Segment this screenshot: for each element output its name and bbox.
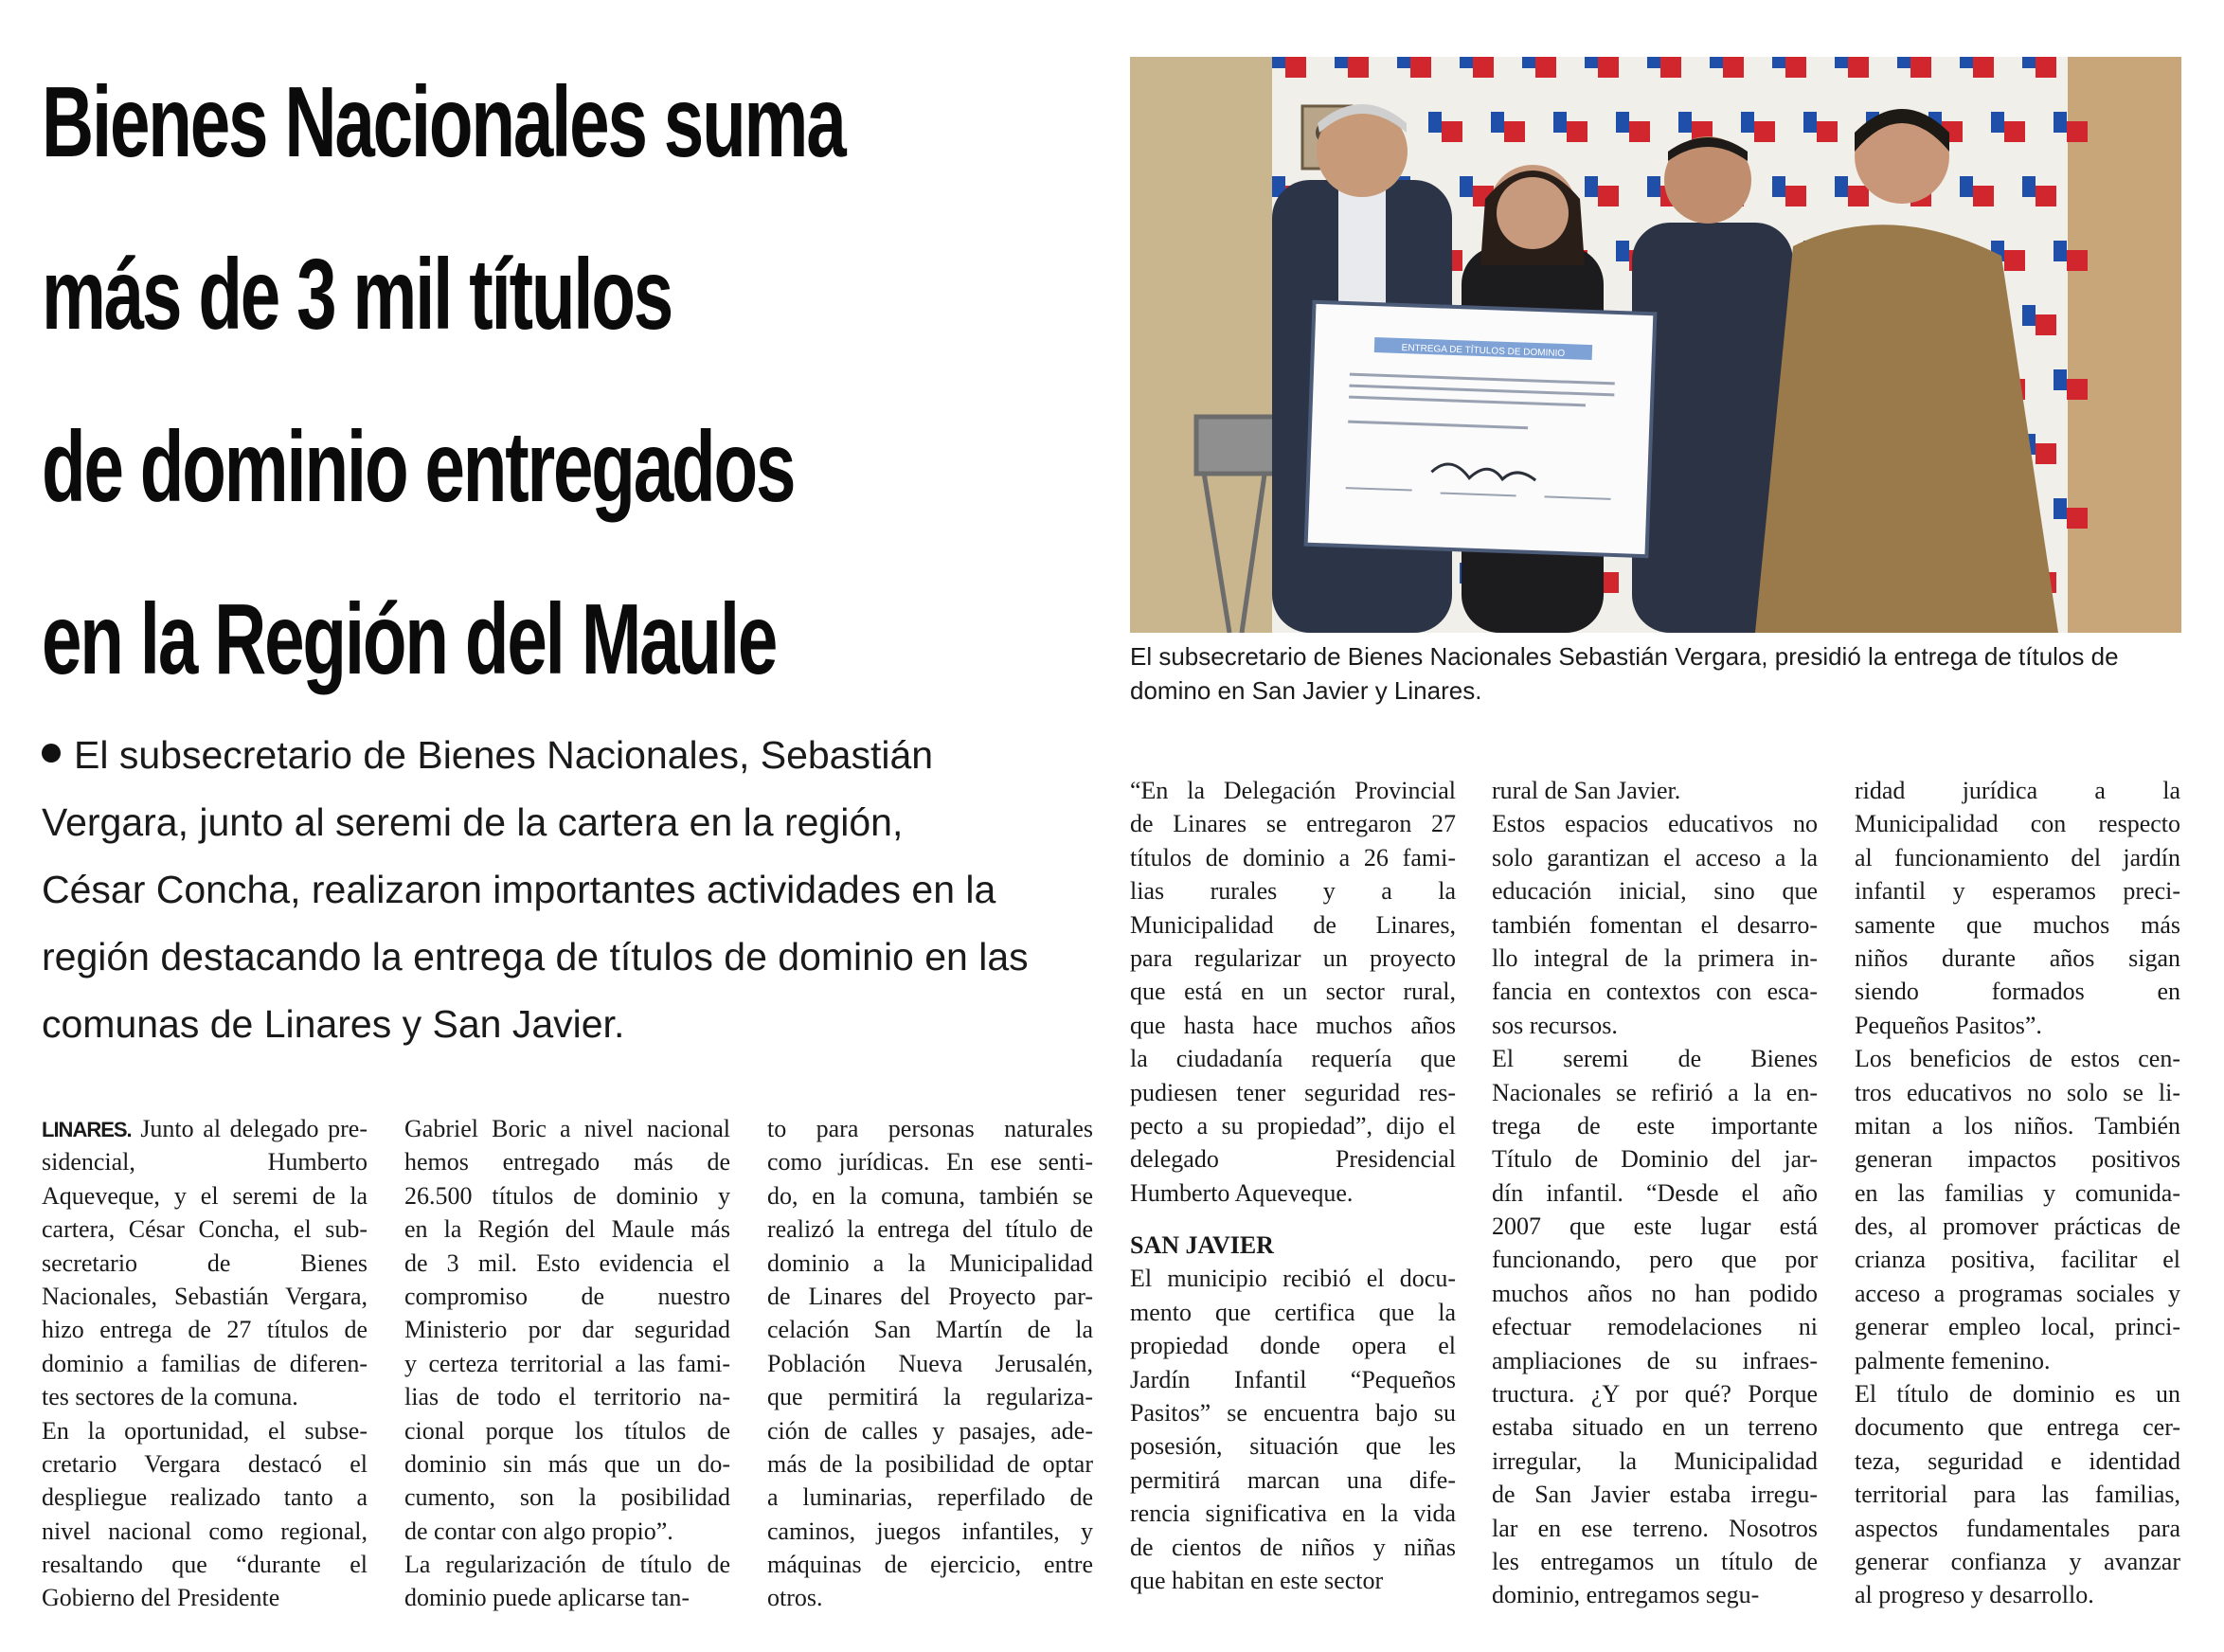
column-line: dominio a familias de diferen- [42,1349,368,1377]
column-line: de San Javier estaba irregu- [1492,1481,1818,1509]
headline-line: más de 3 mil títulos [42,239,673,350]
column-line: educación inicial, sino que [1492,877,1818,906]
column-line: Estos espacios educativos no [1492,810,1818,838]
column-line: mitan a los niños. También [1855,1111,2180,1140]
column-line: de cientos de niños y niñas [1130,1533,1456,1561]
column-line: documento que entrega cer- [1855,1413,2180,1442]
column-line: celación San Martín de la [767,1316,1093,1344]
column-line: 2007 que este lugar está [1492,1212,1818,1241]
flag-mark [2067,121,2088,142]
column-line: que está en un sector rural, [1130,978,1456,1006]
flag-mark [1817,121,1838,142]
article-photo [1130,57,2181,633]
column-line: como jurídicas. En ese senti- [767,1148,1093,1176]
column-line [42,1112,368,1145]
section-subhead: SAN JAVIER [1130,1231,1274,1260]
column-line: Nacionales se refirió a la en- [1492,1078,1818,1106]
column-line: a luminarias, reperfilado de [767,1483,1093,1512]
lead-paragraph [42,722,1103,1058]
column-line: de Linares del Proyecto par- [767,1282,1093,1310]
column-line: cartera, César Concha, el sub- [42,1215,368,1244]
certificate [1306,302,1656,556]
column-line: al funcionamiento del jardín [1855,843,2180,871]
column-line: compromiso de nuestro [404,1282,730,1310]
flag-mark [2036,57,2056,78]
column-spacer [1130,1210,1456,1229]
column-line: cumento, son la posibilidad [404,1483,730,1512]
flag-mark [1785,186,1806,206]
flag-mark [1335,57,1348,68]
flag-mark [2067,379,2088,400]
article-column-3 [767,1112,1093,1615]
column-line: Población Nueva Jerusalén, [767,1349,1093,1377]
column-line: al progreso y desarrollo. [1855,1581,2094,1609]
column-line: dominio sin más que un do- [404,1449,730,1478]
flag-mark [1960,57,1973,68]
flag-mark [1535,57,1556,78]
flag-mark [2067,508,2088,529]
column-line: otros. [767,1584,823,1612]
column-line: La regularización de título de [404,1551,730,1579]
column-line: lias rurales y a la [1130,877,1456,906]
column-line: mento que certifica que la [1130,1298,1456,1326]
column-line: 26.500 títulos de dominio y [404,1181,730,1210]
column-line: resaltando que “durante el [42,1551,368,1579]
flag-mark [1848,57,1869,78]
column-line: acceso a programas sociales y [1855,1279,2180,1307]
column-line: palmente femenino. [1855,1346,2051,1374]
column-line: estaba situado en un terreno [1492,1413,1818,1442]
column-line: máquinas de ejercicio, entre [767,1551,1093,1579]
flag-mark [1803,112,1817,133]
photo-illustration [1130,57,2181,633]
column-line: solo garantizan el acceso a la [1492,843,1818,871]
column-line: sos recursos. [1492,1011,1618,1039]
column-line: trega de este importante [1492,1111,1818,1140]
flag-mark [1973,57,1994,78]
column-line: de 3 mil. Esto evidencia el [404,1248,730,1277]
column-line: hizo entrega de 27 títulos de [42,1316,368,1344]
column-line: la ciudadanía requería que [1130,1045,1456,1073]
flag-mark [2004,250,2025,271]
column-line: tros educativos no solo se li- [1855,1078,2180,1106]
column-line: aspectos fundamentales para [1855,1514,2180,1542]
column-line: que permitirá la regulariza- [767,1383,1093,1411]
flag-mark [1723,57,1744,78]
flag-mark [1473,57,1494,78]
column-line: para regularizar un proyecto [1130,943,1456,972]
lead-line [42,722,1103,789]
flag-mark [1960,176,1973,197]
flag-mark [1897,57,1910,68]
column-line: propiedad donde opera el [1130,1332,1456,1360]
column-line: cretario Vergara destacó el [42,1449,368,1478]
column-line: El municipio recibió el docu- [1130,1265,1456,1293]
flag-mark [1460,57,1473,68]
flag-mark [1585,176,1598,197]
column-line: “En la Delegación Provincial [1130,777,1456,804]
flag-mark [2054,498,2067,519]
lead-line: César Concha, realizaron importantes actividades en la [42,868,996,911]
headline-line: de dominio entregados [42,411,795,523]
flag-mark [1772,176,1785,197]
column-line: dominio, entregamos segu- [1492,1581,1760,1609]
bullet-icon [42,744,61,763]
column-line: Pasitos” se encuentra bajo su [1130,1399,1456,1428]
column-line: hemos entregado más de [404,1148,730,1176]
article-column-5 [1492,774,1818,1612]
column-line: dín infantil. “Desde el año [1492,1178,1818,1207]
column-line: realizó la entrega del título de [767,1215,1093,1244]
column-line: El título de dominio es un [1855,1380,2180,1409]
lead-line: Vergara, junto al seremi de la cartera en la región, [42,800,904,844]
location-kicker: LINARES. [42,1118,132,1141]
column-line: muchos años no han podido [1492,1279,1818,1307]
column-line: en la Región del Maule más [404,1215,730,1244]
flag-mark [1504,121,1525,142]
flag-mark [2022,305,2036,326]
column-line: secretario de Bienes [42,1248,368,1277]
column-line: tructura. ¿Y por qué? Porque [1492,1380,1818,1409]
column-line: llo integral de la primera in- [1492,943,1818,972]
flag-mark [2036,186,2056,206]
article-column-6 [1855,774,2180,1612]
column-line: teza, seguridad e identidad [1855,1446,2180,1475]
column-line: pudiesen tener seguridad res- [1130,1078,1456,1106]
column-line: Humberto Aqueveque. [1130,1178,1354,1207]
column-line: des, al promover prácticas de [1855,1212,2180,1241]
column-line: crianza positiva, facilitar el [1855,1246,2180,1274]
flag-mark [1848,186,1869,206]
flag-mark [2004,121,2025,142]
column-line: de contar con algo propio”. [404,1517,673,1545]
flag-mark [1491,112,1504,133]
lead-text: El subsecretario de Bienes Nacionales, Sebastián [74,733,934,777]
column-line: lias de todo el territorio na- [404,1383,730,1411]
headline-line: en la Región del Maule [42,584,777,695]
column-line: despliegue realizado tanto a [42,1483,368,1512]
column-line: efectuar remodelaciones ni [1492,1313,1818,1341]
lead-line: región destacando la entrega de títulos de dominio en las [42,935,1029,979]
flag-mark [1598,57,1619,78]
column-line: que hasta hace muchos años [1130,1011,1456,1039]
column-line: generar confianza y avanzar [1855,1547,2180,1575]
certificate-title: ENTREGA DE TÍTULOS DE DOMINIO [1401,343,1566,360]
column-line: Título de Dominio del jar- [1492,1145,1818,1174]
article-column-1 [42,1112,368,1615]
column-line: cional porque los títulos de [404,1416,730,1445]
column-line: Nacionales, Sebastián Vergara, [42,1282,368,1310]
flag-mark [1567,121,1587,142]
column-line: Gobierno del Presidente [42,1584,280,1612]
flag-mark [1442,121,1462,142]
column-line: títulos de dominio a 26 fami- [1130,843,1456,871]
flag-mark [1991,112,2004,133]
flag-mark [1754,121,1775,142]
column-line: tes sectores de la comuna. [42,1383,298,1411]
column-line: ción de calles y pasajes, ade- [767,1416,1093,1445]
column-line: samente que muchos más [1855,910,2180,939]
flag-mark [1598,186,1619,206]
flag-mark [1397,57,1410,68]
flag-mark [2022,176,2036,197]
column-line: también fomentan el desarro- [1492,910,1818,939]
flag-mark [1410,57,1431,78]
column-line: en las familias y comunida- [1855,1178,2180,1207]
flag-mark [1428,112,1442,133]
column-line: fancia en contextos con esca- [1492,978,1818,1006]
flag-mark [1710,57,1723,68]
column-line: Municipalidad con respecto [1855,810,2180,838]
article-column-2 [404,1112,730,1615]
flag-mark [1460,176,1473,197]
column-line: generan impactos positivos [1855,1145,2180,1174]
flag-mark [1910,57,1931,78]
column-line: irregular, la Municipalidad [1492,1446,1818,1475]
column-line: ampliaciones de su infraes- [1492,1346,1818,1374]
flag-mark [1647,57,1660,68]
column-line: que habitan en este sector [1130,1566,1384,1594]
column-line: sidencial, Humberto [42,1148,368,1176]
column-line: dominio puede aplicarse tan- [404,1584,691,1612]
flag-mark [1348,57,1369,78]
column-line: rural de San Javier. [1492,777,1681,804]
column-line: siendo formados en [1855,978,2180,1006]
flag-mark [1522,57,1535,68]
column-line: posesión, situación que les [1130,1432,1456,1461]
flag-mark [1772,57,1785,68]
column-line: y certeza territorial a las fami- [404,1349,730,1377]
column-line: territorial para las familias, [1855,1481,2180,1509]
column-line: lar en ese terreno. Nosotros [1492,1514,1818,1542]
column-line: do, en la comuna, también se [767,1181,1093,1210]
flag-mark [1678,112,1692,133]
flag-mark [1835,176,1848,197]
column-line: más de la posibilidad de optar [767,1449,1093,1478]
column-line: les entregamos un título de [1492,1547,1818,1575]
column-text: Junto al delegado pre- [140,1115,368,1142]
flag-mark [2054,369,2067,390]
flag-mark [1741,112,1754,133]
flag-mark [2036,443,2056,464]
column-line: Jardín Infantil “Pequeños [1130,1365,1456,1393]
flag-mark [1272,57,1285,68]
column-line: pecto a su propiedad”, dijo el [1130,1111,1456,1140]
headline [42,36,845,726]
photo-caption: El subsecretario de Bienes Nacionales Sebastián Vergara, presidió la entrega de títulos de domino en San Javier y Linares. [1130,642,2119,705]
flag-mark [1660,57,1681,78]
flag-mark [2054,241,2067,261]
column-line: de Linares se entregaron 27 [1130,810,1456,838]
column-line: En la oportunidad, el subse- [42,1416,368,1445]
flag-mark [1835,57,1848,68]
column-line: Pequeños Pasitos”. [1855,1011,2042,1039]
column-line: Aqueveque, y el seremi de la [42,1181,368,1210]
flag-mark [1285,57,1306,78]
column-line: generar empleo local, princi- [1855,1313,2180,1341]
column-line: niños durante años sigan [1855,943,2180,972]
flag-mark [1553,112,1567,133]
flag-mark [2036,314,2056,335]
flag-mark [2054,112,2067,133]
headline-line: Bienes Nacionales suma [42,66,845,178]
flag-mark [1973,186,1994,206]
column-line: Gabriel Boric a nivel nacional [404,1115,730,1142]
flag-mark [1785,57,1806,78]
column-line: infantil y esperamos preci- [1855,877,2180,906]
flag-mark [2067,250,2088,271]
flag-mark [1585,57,1598,68]
column-line: caminos, juegos infantiles, y [767,1517,1093,1545]
column-line: funcionando, pero que por [1492,1246,1818,1274]
flag-mark [1647,176,1660,197]
column-line: permitirá marcan una dife- [1130,1465,1456,1494]
column-line: ridad jurídica a la [1855,777,2180,804]
flag-mark [1629,121,1650,142]
column-line: Municipalidad de Linares, [1130,910,1456,939]
column-line: Los beneficios de estos cen- [1855,1045,2180,1073]
column-line: Ministerio por dar seguridad [404,1316,730,1344]
lead-line: comunas de Linares y San Javier. [42,1002,625,1046]
flag-mark [1616,112,1629,133]
column-line: dominio a la Municipalidad [767,1248,1093,1277]
flag-mark [2022,57,2036,68]
column-line: nivel nacional como regional, [42,1517,368,1545]
column-line: El seremi de Bienes [1492,1045,1818,1073]
column-line: delegado Presidencial [1130,1145,1456,1174]
column-line: rencia significativa en la vida [1130,1499,1456,1528]
article-column-4 [1130,774,1456,1597]
flag-mark [1616,241,1629,261]
column-line: to para personas naturales [767,1115,1093,1142]
